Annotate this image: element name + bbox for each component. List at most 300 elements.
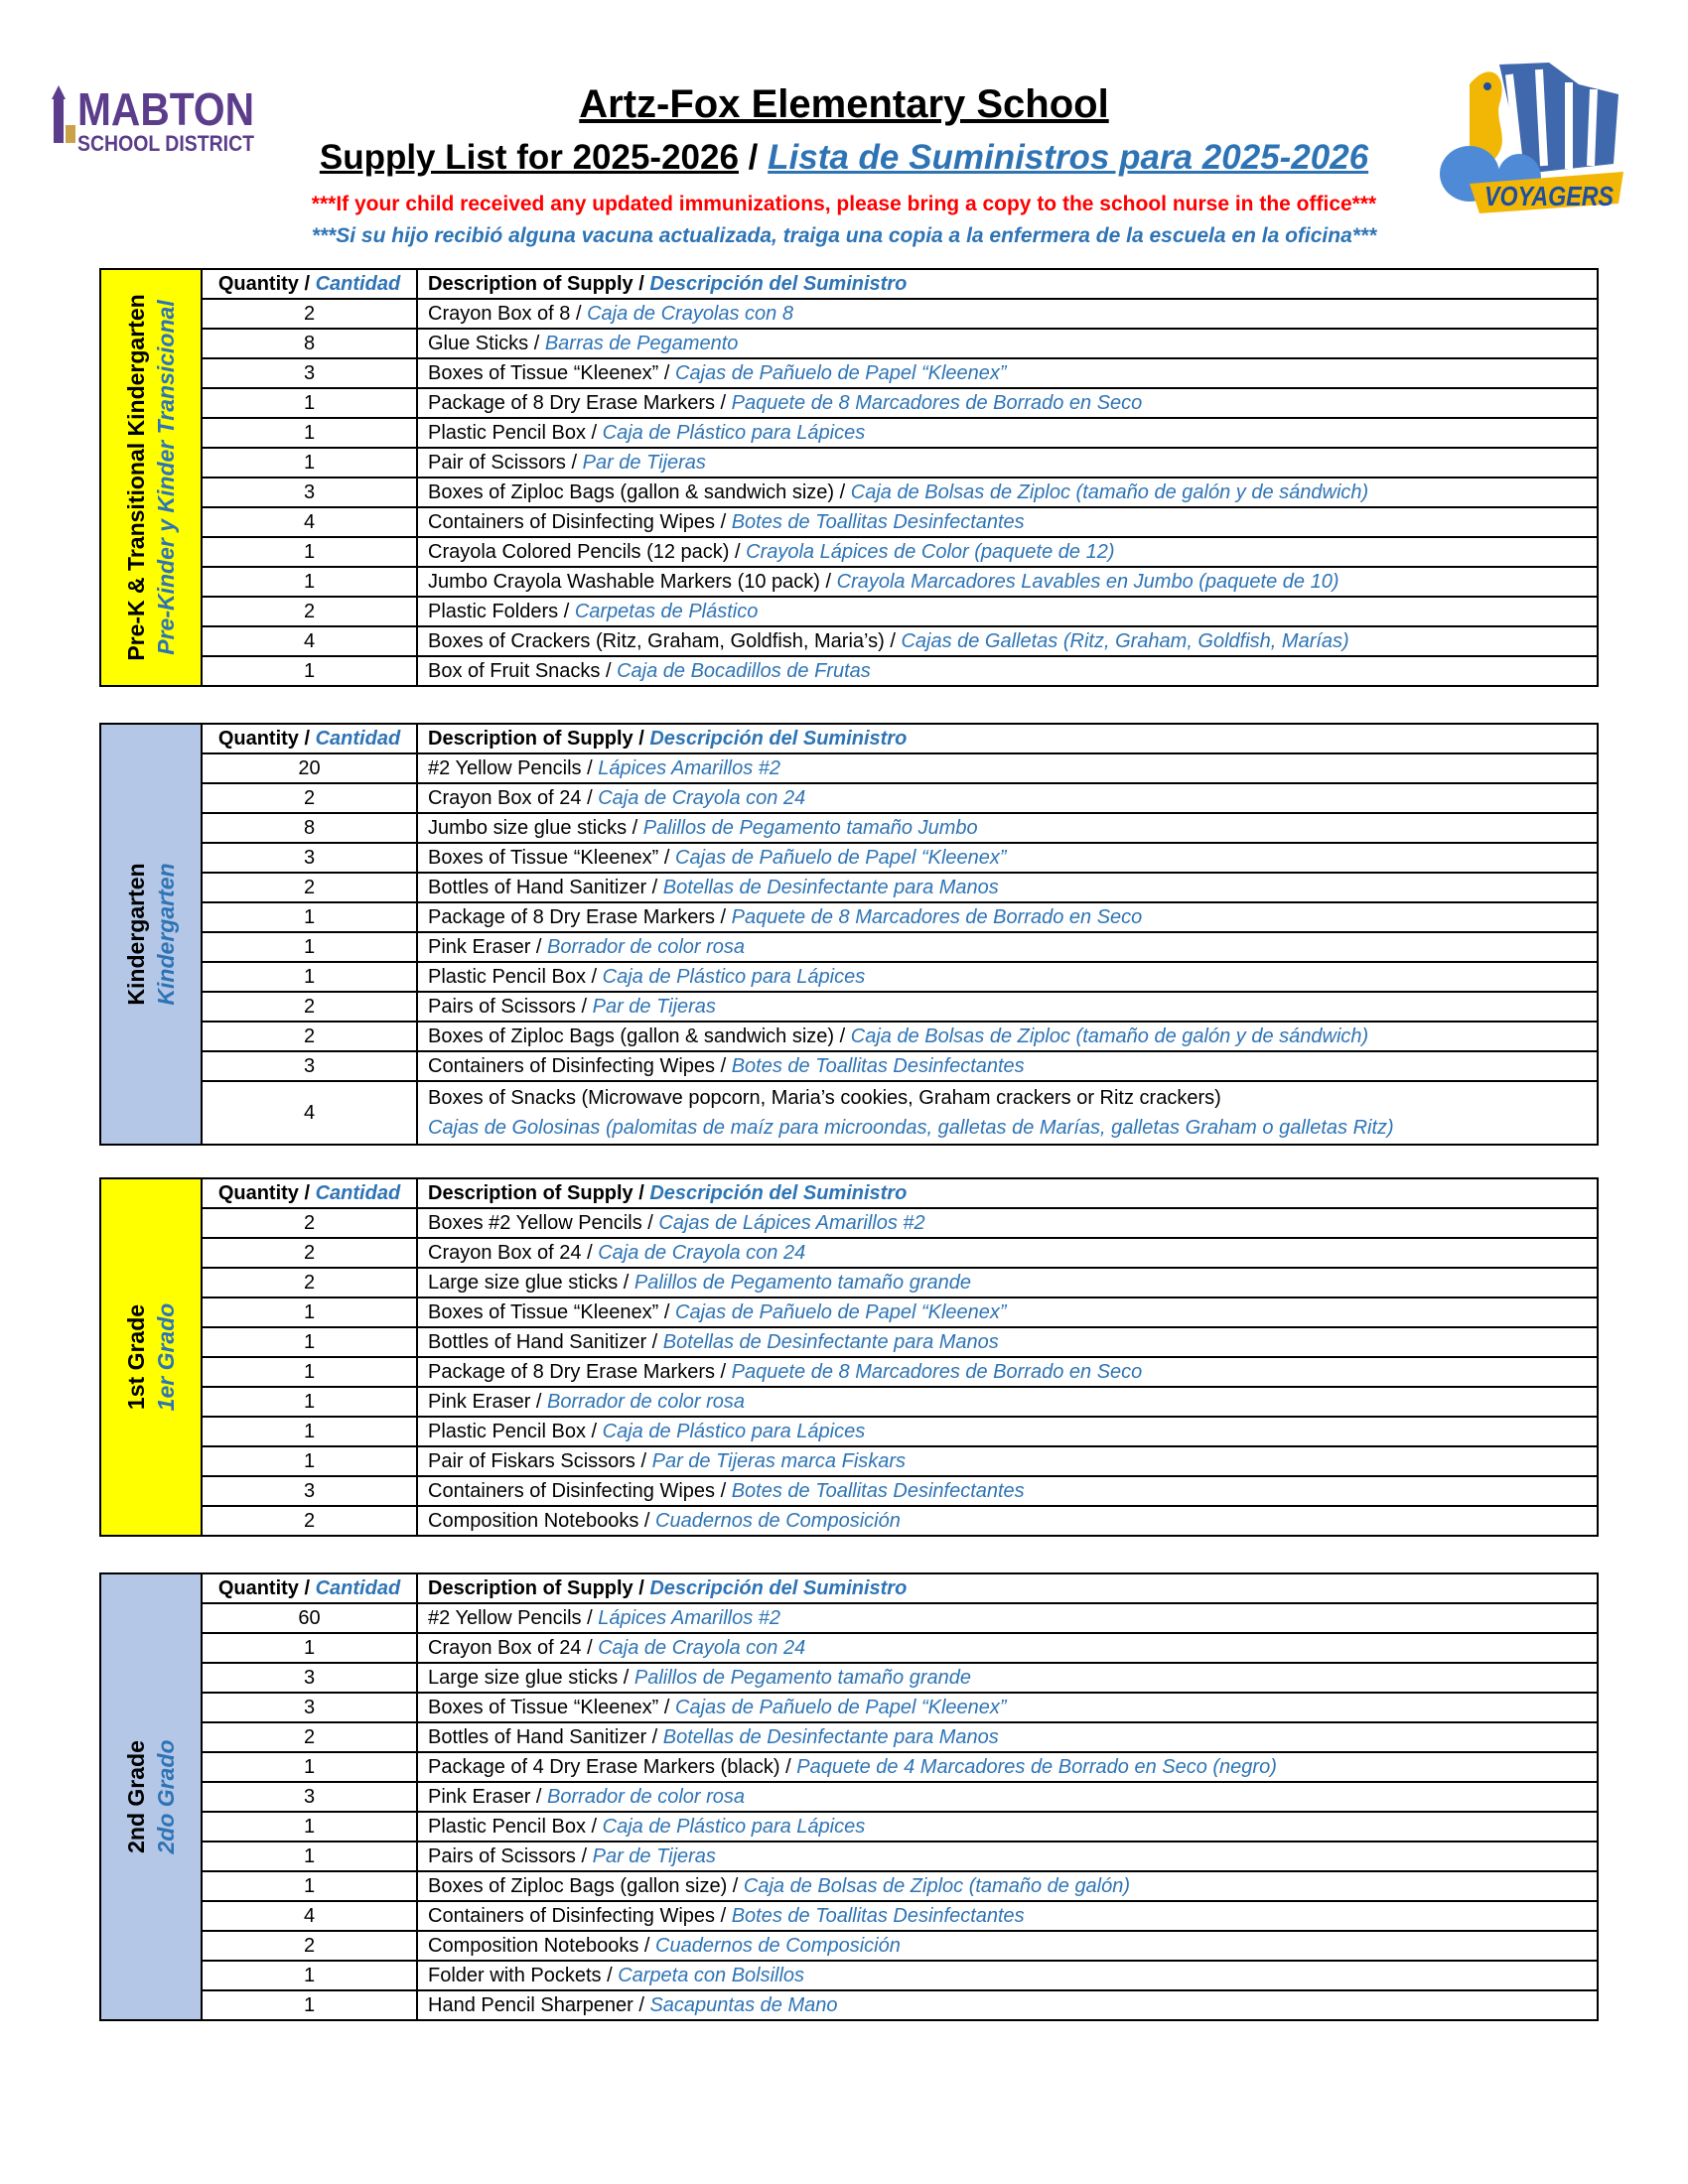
item-quantity: 1 [203,1812,417,1842]
item-separator: / [600,660,618,682]
item-description-es: Caja de Plástico para Lápices [602,1816,866,1838]
table-row [203,1327,1597,1357]
item-description [417,902,1597,932]
item-quantity: 1 [203,1990,417,2019]
grade-label-band [101,725,203,1144]
item-quantity: 2 [203,1722,417,1752]
item-description-en: Plastic Pencil Box [428,1816,586,1838]
item-separator: / [530,1786,548,1808]
table-row [203,1022,1597,1051]
item-description-en: Bottles of Hand Sanitizer [428,1331,647,1353]
item-quantity: 1 [203,388,417,418]
item-separator: / [530,1391,548,1413]
item-quantity: 4 [203,507,417,537]
item-description [417,843,1597,873]
item-quantity: 1 [203,902,417,932]
item-description-en: Large size glue sticks [428,1667,619,1689]
item-description-es: Cajas de Pañuelo de Papel “Kleenex” [675,847,1007,869]
item-quantity: 2 [203,783,417,813]
quantity-header-es: Cantidad [315,273,401,295]
item-separator: / [565,452,583,474]
table-row [203,1417,1597,1446]
grade-label [121,863,181,1005]
item-quantity: 1 [203,1871,417,1901]
item-quantity: 3 [203,1782,417,1812]
item-description [417,656,1597,685]
table-row [203,567,1597,597]
table-row [203,813,1597,843]
item-description-es: Paquete de 8 Marcadores de Borrado en Seco [731,1361,1143,1383]
item-separator: / [715,906,732,928]
item-description [417,1961,1597,1990]
table-row [203,388,1597,418]
item-separator: / [585,966,603,988]
supply-table [203,1179,1597,1535]
item-quantity: 3 [203,843,417,873]
grade-section [99,268,1599,687]
item-separator: / [884,630,902,652]
table-row [203,537,1597,567]
quantity-header-es: Cantidad [315,728,401,750]
grade-label [121,1303,181,1412]
item-quantity: 2 [203,1268,417,1297]
item-description-es: Caja de Plástico para Lápices [602,422,866,444]
item-description [417,813,1597,843]
item-separator: / [581,757,599,779]
supply-table [203,270,1597,685]
item-description-es: Cuadernos de Composición [655,1510,901,1532]
item-description-en: #2 Yellow Pencils [428,1607,582,1629]
item-separator: / [558,601,575,622]
page-header [0,0,1688,258]
item-quantity: 1 [203,448,417,478]
item-description-es: Cajas de Lápices Amarillos #2 [658,1212,925,1234]
item-quantity: 2 [203,597,417,626]
item-quantity: 1 [203,1633,417,1663]
item-quantity: 1 [203,537,417,567]
table-row [203,1812,1597,1842]
item-separator: / [575,996,593,1018]
immunization-notice-en: ***If your child received any updated immunizations, please bring a copy to the school nurse in the office*** [311,193,1377,215]
table-row [203,962,1597,992]
item-description-es: Botes de Toallitas Desinfectantes [731,1480,1025,1502]
item-description [417,1268,1597,1297]
item-description-en: Package of 4 Dry Erase Markers (black) [428,1756,780,1778]
table-row [203,1357,1597,1387]
item-description-en: Folder with Pockets [428,1965,602,1986]
item-quantity: 1 [203,962,417,992]
item-description [417,329,1597,358]
item-description-es: Crayola Lápices de Color (paquete de 12) [746,541,1115,563]
item-separator: / [638,1510,656,1532]
item-description-en: Crayon Box of 8 [428,303,571,325]
item-description [417,1901,1597,1931]
item-separator: / [646,1726,663,1748]
item-description [417,1476,1597,1506]
item-description-es: Borrador de color rosa [547,1786,746,1808]
table-row [203,1268,1597,1297]
immunization-notice-es: ***Si su hijo recibió alguna vacuna actualizada, traiga una copia a la enfermera de la escuela en la oficina*** [311,224,1377,247]
district-logo [52,77,260,167]
item-quantity: 8 [203,813,417,843]
item-quantity: 1 [203,567,417,597]
item-description-es: Lápices Amarillos #2 [598,1607,781,1629]
item-description [417,1238,1597,1268]
item-separator: / [581,787,599,809]
item-description-en: Plastic Pencil Box [428,966,586,988]
table-header-row [203,1179,1597,1208]
item-description-es: Par de Tijeras marca Fiskars [651,1450,907,1472]
table-row [203,626,1597,656]
table-row [203,329,1597,358]
item-description-es: Caja de Bocadillos de Frutas [617,660,871,682]
grade-label-es: Kindergarten [153,863,179,1006]
item-description-en: Boxes #2 Yellow Pencils [428,1212,642,1234]
table-row [203,1693,1597,1722]
item-description [417,1297,1597,1327]
item-description-es: Par de Tijeras [582,452,706,474]
grade-label-band [101,270,203,685]
item-separator: / [834,1025,851,1047]
item-separator: / [581,1607,599,1629]
quantity-header [203,725,417,753]
item-description [417,1633,1597,1663]
table-header-row [203,270,1597,299]
header-separator: / [298,728,316,750]
item-description-es: Carpetas de Plástico [574,601,759,622]
table-row [203,753,1597,783]
item-description [417,1752,1597,1782]
item-description-es: Par de Tijeras [592,996,716,1018]
item-quantity: 1 [203,418,417,448]
grade-label-en: 2nd Grade [123,1740,149,1853]
item-description-es: Cajas de Pañuelo de Papel “Kleenex” [675,1301,1007,1323]
table-row [203,1446,1597,1476]
item-separator: / [530,936,548,958]
header-separator: / [633,1182,650,1204]
item-description-en: Package of 8 Dry Erase Markers [428,1361,715,1383]
item-separator: / [646,877,663,898]
item-description [417,1990,1597,2019]
item-description [417,1208,1597,1238]
item-description-en: Boxes of Ziploc Bags (gallon & sandwich size) [428,481,835,503]
item-separator: / [575,1845,593,1867]
item-quantity: 3 [203,1663,417,1693]
grade-label [121,1739,181,1853]
supply-table [203,1574,1597,2019]
item-description-en: Pink Eraser [428,936,531,958]
item-description-es: Caja de Bolsas de Ziploc (tamaño de galón) [743,1875,1131,1897]
item-quantity: 2 [203,1238,417,1268]
item-separator: / [658,847,676,869]
table-row [203,1208,1597,1238]
table-row [203,1603,1597,1633]
item-description-es: Borrador de color rosa [547,1391,746,1413]
item-description-es: Caja de Crayolas con 8 [587,303,793,325]
item-quantity: 1 [203,1357,417,1387]
table-row [203,1722,1597,1752]
item-description-es: Caja de Crayola con 24 [598,787,806,809]
table-row [203,1871,1597,1901]
item-description [417,448,1597,478]
item-description-en: Plastic Pencil Box [428,1421,586,1442]
item-separator: / [819,571,837,593]
quantity-header-en: Quantity [217,1577,299,1599]
item-description-es: Caja de Bolsas de Ziploc (tamaño de galón y de sándwich) [850,481,1369,503]
item-quantity: 1 [203,656,417,685]
table-row [203,902,1597,932]
table-row [203,932,1597,962]
item-description [417,1812,1597,1842]
item-separator: / [618,1272,634,1294]
item-description-en: Boxes of Ziploc Bags (gallon size) [428,1875,728,1897]
table-row [203,418,1597,448]
item-separator: / [727,1875,744,1897]
item-description-en: Boxes of Ziploc Bags (gallon & sandwich size) [428,1025,835,1047]
item-description-en: Containers of Disinfecting Wipes [428,511,716,533]
table-row [203,1506,1597,1535]
item-description [417,299,1597,329]
item-separator: / [715,1361,732,1383]
item-description [417,932,1597,962]
table-row [203,448,1597,478]
item-description [417,753,1597,783]
item-quantity: 3 [203,1476,417,1506]
item-description [417,1722,1597,1752]
item-description-en: Boxes of Snacks (Microwave popcorn, Maria’s cookies, Graham crackers or Ritz crackers) [428,1087,1221,1109]
item-description-en: Crayon Box of 24 [428,1242,582,1264]
item-separator: / [585,422,603,444]
item-description-es: Palillos de Pegamento tamaño grande [633,1272,971,1294]
item-description-en: Boxes of Tissue “Kleenex” [428,1301,659,1323]
item-description-es: Cajas de Galletas (Ritz, Graham, Goldfish, Marías) [901,630,1349,652]
item-description [417,478,1597,507]
item-description-en: Crayon Box of 24 [428,787,582,809]
grade-section [99,1572,1599,2021]
district-logo-line2: SCHOOL DISTRICT [77,131,255,156]
item-quantity: 1 [203,1446,417,1476]
item-separator: / [641,1212,659,1234]
table-row [203,992,1597,1022]
item-separator: / [638,1935,656,1957]
item-description-es: Botellas de Desinfectante para Manos [662,1726,999,1748]
quantity-header-es: Cantidad [315,1182,401,1204]
item-description-en: Boxes of Tissue “Kleenex” [428,847,659,869]
item-quantity: 2 [203,1931,417,1961]
supply-title-es: Lista de Suministros para 2025-2026 [768,138,1369,177]
header-separator: / [633,273,650,295]
item-description-es: Paquete de 8 Marcadores de Borrado en Seco [731,906,1143,928]
table-row [203,1663,1597,1693]
item-description [417,1022,1597,1051]
item-description-es: Botes de Toallitas Desinfectantes [731,511,1025,533]
table-row [203,1238,1597,1268]
item-separator: / [601,1965,619,1986]
item-description-en: Large size glue sticks [428,1272,619,1294]
item-separator: / [585,1816,603,1838]
item-separator: / [581,1242,599,1264]
item-description-en: Package of 8 Dry Erase Markers [428,906,715,928]
item-description-en: Boxes of Tissue “Kleenex” [428,1697,659,1718]
item-description-es: Barras de Pegamento [544,333,739,354]
item-separator: / [779,1756,797,1778]
item-description [417,1693,1597,1722]
supply-title [278,133,1410,183]
item-quantity: 2 [203,1506,417,1535]
item-quantity: 2 [203,873,417,902]
table-row [203,507,1597,537]
item-description [417,1446,1597,1476]
item-quantity: 3 [203,1693,417,1722]
description-header [417,1574,1597,1603]
item-quantity: 1 [203,1961,417,1990]
item-description-en: Jumbo size glue sticks [428,817,628,839]
item-description [417,1931,1597,1961]
item-description [417,358,1597,388]
description-header-es: Descripción del Suministro [649,1182,908,1204]
table-row [203,1752,1597,1782]
district-logo-line1: MABTON [77,83,254,135]
item-description [417,1871,1597,1901]
item-description-en: Crayola Colored Pencils (12 pack) [428,541,730,563]
table-row [203,1931,1597,1961]
item-description-es: Caja de Plástico para Lápices [602,966,866,988]
table-row [203,1961,1597,1990]
item-description-es: Botes de Toallitas Desinfectantes [731,1905,1025,1927]
item-description-en: Bottles of Hand Sanitizer [428,877,647,898]
grade-label-es: 1er Grado [153,1302,179,1412]
grade-label-band [101,1574,203,2019]
item-description-en: Boxes of Tissue “Kleenex” [428,362,659,384]
item-description [417,626,1597,656]
item-quantity: 3 [203,1051,417,1081]
item-description-es: Cajas de Pañuelo de Papel “Kleenex” [675,1697,1007,1718]
quantity-header [203,270,417,299]
quantity-header-en: Quantity [217,1182,299,1204]
header-separator: / [298,1577,316,1599]
item-description-en: Pairs of Scissors [428,1845,576,1867]
item-quantity: 2 [203,1022,417,1051]
item-description [417,873,1597,902]
item-description [417,1506,1597,1535]
item-description-en: Crayon Box of 24 [428,1637,582,1659]
item-quantity: 20 [203,753,417,783]
item-description [417,537,1597,567]
school-name: Artz-Fox Elementary School [579,82,1109,126]
item-separator: / [646,1331,663,1353]
item-quantity: 1 [203,1297,417,1327]
table-row [203,873,1597,902]
supply-title-separator: / [738,138,769,177]
item-separator: / [658,1697,676,1718]
item-separator: / [658,362,676,384]
quantity-header-es: Cantidad [315,1577,401,1599]
item-description-en: Boxes of Crackers (Ritz, Graham, Goldfish, Maria’s) [428,630,885,652]
item-separator: / [834,481,851,503]
item-separator: / [715,392,732,414]
item-description-en: Bottles of Hand Sanitizer [428,1726,647,1748]
table-row [203,843,1597,873]
item-quantity: 1 [203,1417,417,1446]
table-row [203,783,1597,813]
supply-table [203,725,1597,1144]
item-description-en: Box of Fruit Snacks [428,660,601,682]
item-description-es: Par de Tijeras [592,1845,716,1867]
table-row [203,1990,1597,2019]
item-description-es: Caja de Crayola con 24 [598,1242,806,1264]
table-row [203,299,1597,329]
item-separator: / [627,817,643,839]
item-description [417,597,1597,626]
grade-label-en: 1st Grade [123,1303,149,1411]
mascot-logo-text: VOYAGERS [1484,181,1615,211]
item-description [417,1051,1597,1081]
description-header [417,725,1597,753]
item-description-en: Hand Pencil Sharpener [428,1994,633,2016]
item-description-es: Paquete de 4 Marcadores de Borrado en Seco (negro) [796,1756,1277,1778]
item-description [417,567,1597,597]
item-separator: / [634,1450,652,1472]
table-row [203,478,1597,507]
item-description-en: Glue Sticks [428,333,529,354]
grade-section [99,1177,1599,1537]
header-separator: / [298,273,316,295]
item-description [417,1782,1597,1812]
item-quantity: 4 [203,1901,417,1931]
grade-label-es: 2do Grado [153,1739,179,1854]
quantity-header [203,1179,417,1208]
item-separator: / [570,303,588,325]
item-description [417,1357,1597,1387]
item-description-es: Sacapuntas de Mano [649,1994,838,2016]
supply-title-en: Supply List for 2025-2026 [319,138,739,177]
item-description [417,1663,1597,1693]
item-quantity: 1 [203,1327,417,1357]
quantity-header-en: Quantity [217,728,299,750]
item-description-en: Jumbo Crayola Washable Markers (10 pack) [428,571,820,593]
item-separator: / [715,1905,732,1927]
item-description-en: Plastic Folders [428,601,559,622]
table-row [203,1051,1597,1081]
item-quantity: 2 [203,992,417,1022]
grade-label-en: Kindergarten [123,863,149,1006]
description-header-es: Descripción del Suministro [649,728,908,750]
table-row [203,597,1597,626]
item-description-es: Crayola Marcadores Lavables en Jumbo (paquete de 10) [836,571,1339,593]
item-description-en: Package of 8 Dry Erase Markers [428,392,715,414]
item-quantity: 4 [203,626,417,656]
item-quantity: 2 [203,1208,417,1238]
table-row [203,1387,1597,1417]
item-description-en: #2 Yellow Pencils [428,757,582,779]
title-block [278,79,1410,252]
item-description-en: Pair of Scissors [428,452,566,474]
item-description-en: Composition Notebooks [428,1935,639,1957]
item-separator: / [715,1055,732,1077]
grade-label-en: Pre-K & Transitional Kindergarten [123,294,149,661]
table-header-row [203,1574,1597,1603]
item-description-en: Composition Notebooks [428,1510,639,1532]
item-quantity: 1 [203,1842,417,1871]
item-description-es: Cuadernos de Composición [655,1935,901,1957]
header-separator: / [633,1577,650,1599]
item-separator: / [658,1301,676,1323]
item-separator: / [581,1637,599,1659]
item-separator: / [715,511,732,533]
item-description [417,388,1597,418]
item-description [417,1417,1597,1446]
description-header-en: Description of Supply [428,1182,633,1204]
